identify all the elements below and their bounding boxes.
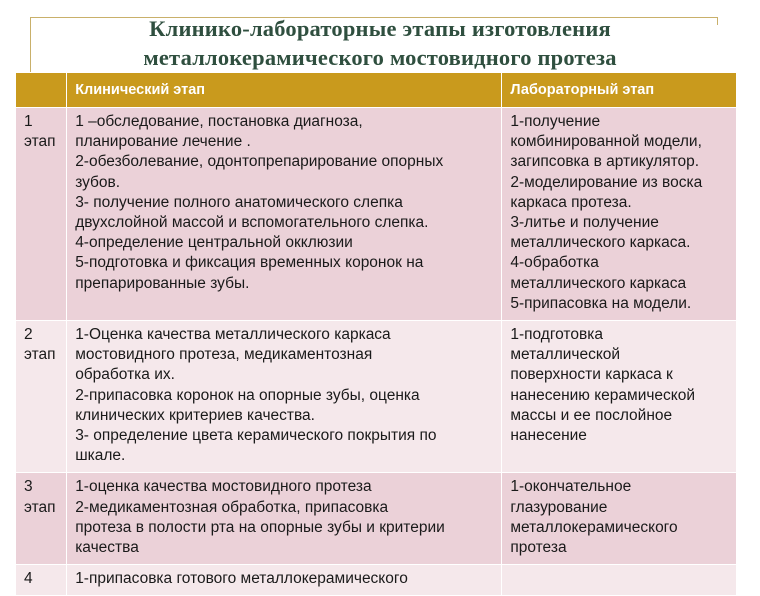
lab-cell-line: глазурование [510,498,608,516]
lab-cell-line: 3-литье и получение [510,214,659,232]
clinical-cell-line: обработка их. [75,366,175,384]
table-header-row [16,73,737,108]
clinical-cell-line: 1-Оценка качества металлического каркаса [75,326,391,344]
header-lab: Лабораторный этап [502,73,737,108]
lab-cell-line: загипсовка в артикулятор. [510,153,700,171]
table-row [16,565,737,596]
title-line-2: металлокерамического мостовидного протеза [143,45,617,70]
clinical-cell-line: клинических критериев качества. [75,406,315,424]
header-clinical: Клинический этап [67,73,502,108]
stage-cell [16,473,67,565]
stages-table-wrapper [15,72,737,596]
lab-cell [502,108,737,321]
clinical-cell-line: 2-медикаментозная обработка, припасовка [75,498,389,516]
lab-cell-line: каркаса протеза. [510,193,632,211]
clinical-cell [67,565,502,596]
clinical-cell-line: зубов. [75,173,121,191]
clinical-cell-line: 4-определение центральной окклюзии [75,234,353,252]
stages-table [15,72,737,596]
lab-cell-line: 1-подготовка [510,326,603,344]
table-row [16,321,737,473]
clinical-cell-line: качества [75,539,139,557]
lab-cell-line: металлического каркаса [510,274,687,292]
clinical-cell-line: препарированные зубы. [75,274,250,292]
table-body [16,108,737,596]
stage-cell [16,321,67,473]
clinical-cell-line: двухслойной массой и вспомогательного слепка. [75,214,429,232]
clinical-cell-line: планирование лечение . [75,133,251,151]
clinical-cell [67,473,502,565]
lab-cell-line: массы и ее послойное [510,406,673,424]
clinical-cell-line: мостовидного протеза, медикаментозная [75,346,373,364]
clinical-cell [67,108,502,321]
clinical-cell-line: 5-подготовка и фиксация временных коронок на [75,254,424,272]
lab-cell-line: металлической [510,346,621,364]
stage-cell-line: 4 [24,570,33,588]
clinical-cell-line: 1-оценка качества мостовидного протеза [75,478,372,496]
lab-cell [502,565,737,596]
clinical-cell-line: 3- определение цвета керамического покрытия по [75,427,437,445]
lab-cell [502,473,737,565]
stage-cell [16,108,67,321]
lab-cell-line: металлокерамического [510,518,678,536]
stage-cell-line: этап [24,133,56,151]
lab-cell-line: комбинированной модели, [510,133,702,151]
stage-cell [16,565,67,596]
clinical-cell-line: 1-припасовка готового металлокерамического [75,570,408,588]
clinical-cell-line: 3- получение полного анатомического слепка [75,193,403,211]
lab-cell-line: поверхности каркаса к [510,366,673,384]
table-row [16,108,737,321]
lab-cell-line: 5-припасовка на модели. [510,294,692,312]
clinical-cell-line: протеза в полости рта на опорные зубы и критерии [75,518,445,536]
stage-cell-line: этап [24,498,56,516]
lab-cell-line: протеза [510,539,567,557]
lab-cell-line: 1-получение [510,113,601,130]
clinical-cell-line: шкале. [75,447,126,465]
stage-cell-line: 2 [24,326,33,344]
lab-cell-line: металлического каркаса. [510,234,691,252]
stage-cell-line: этап [24,346,56,364]
stage-cell-line: 1 [24,113,33,130]
clinical-cell-line: 2-припасовка коронок на опорные зубы, оценка [75,386,420,404]
clinical-cell-line: 2-обезболевание, одонтопрепарирование опорных [75,153,444,171]
table-row [16,473,737,565]
stage-cell-line: 3 [24,478,33,496]
clinical-cell-line: 1 –обследование, постановка диагноза, [75,113,363,130]
lab-cell-line: 1-окончательное [510,478,632,496]
lab-cell [502,321,737,473]
lab-cell-line: нанесению керамической [510,386,696,404]
clinical-cell [67,321,502,473]
page-title [60,14,700,72]
lab-cell-line: 2-моделирование из воска [510,173,703,191]
lab-cell-line: нанесение [510,427,587,445]
title-line-1: Клинико-лабораторные этапы изготовления [149,16,611,41]
header-stage [16,73,67,108]
lab-cell-line: 4-обработка [510,254,599,272]
